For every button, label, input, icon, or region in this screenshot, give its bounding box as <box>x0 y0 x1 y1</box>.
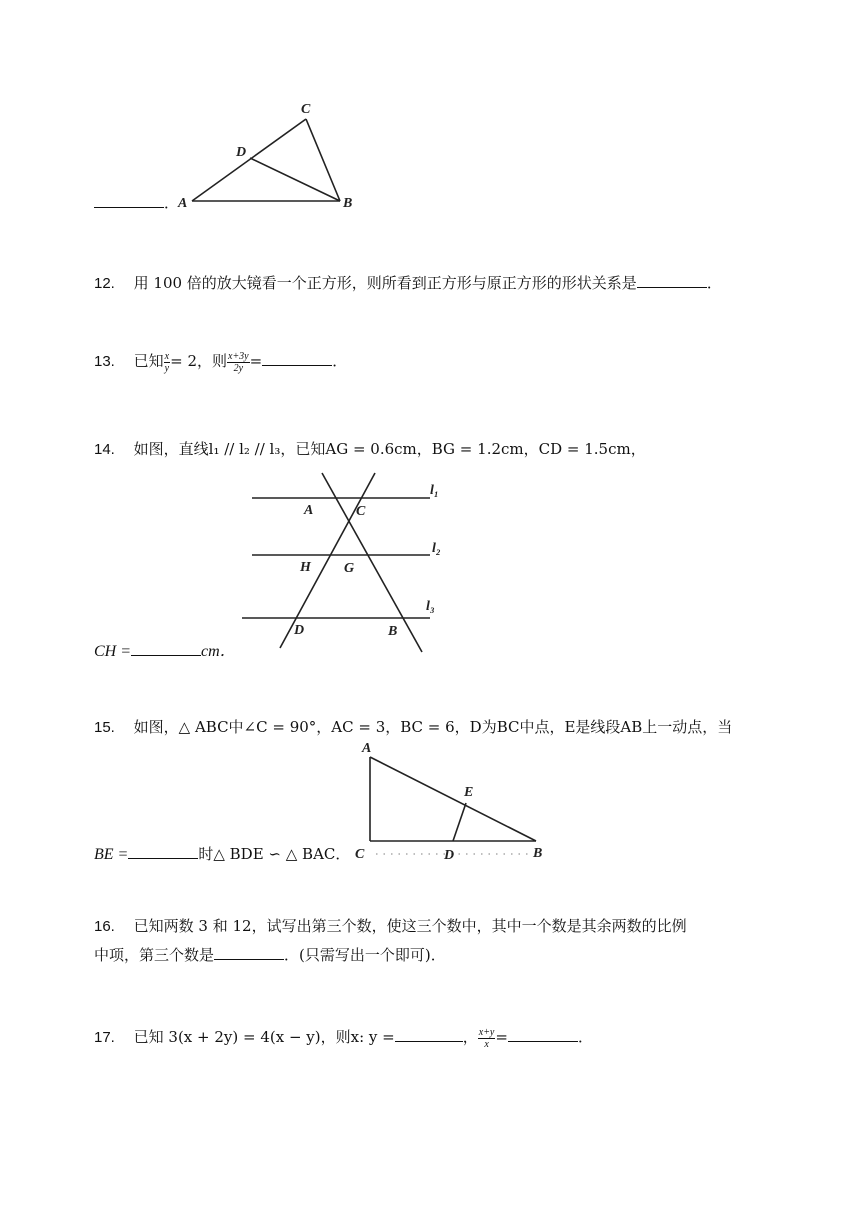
label-E: E <box>464 785 474 800</box>
question-tail: ． <box>577 1028 593 1046</box>
label-C: C <box>356 504 366 519</box>
label-B: B <box>388 624 398 639</box>
question-text: 用 100 倍的放大镜看一个正方形，则所看到正方形与原正方形的形状关系是 <box>133 274 637 292</box>
label-A: A <box>304 503 314 518</box>
line-CD <box>280 473 375 648</box>
label-D: D <box>444 848 455 863</box>
question-pre: 已知 3(x + 2y) = 4(x − y)，则x: y = <box>133 1028 395 1046</box>
question-17 <box>94 1026 593 1050</box>
question-eq1: = 2，则 <box>170 352 227 370</box>
question-pre: 已知 <box>133 352 164 370</box>
fraction-x-plus-y-over-x: $\frac{x+y}{x}$ <box>478 1026 495 1050</box>
answer-pre: BE = <box>94 846 129 863</box>
question-number: 14. <box>94 441 115 458</box>
question-number: 12. <box>94 275 115 292</box>
label-l3: l₃ <box>426 599 435 614</box>
question-number: 15. <box>94 719 115 736</box>
q15-answer-line <box>94 843 350 864</box>
segment-AC <box>192 119 306 201</box>
question-line2-pre: 中项，第三个数是 <box>94 946 215 964</box>
question-line2-post: ．(只需写出一个即可)． <box>284 946 446 964</box>
question-15 <box>94 716 732 737</box>
question-16 <box>94 915 687 936</box>
question-mid: ， <box>462 1028 478 1046</box>
answer-blank[interactable] <box>214 958 284 960</box>
answer-post: 时△ BDE ∽ △ BAC． <box>198 845 351 863</box>
question-number: 13. <box>94 353 115 370</box>
label-l2: l₂ <box>432 541 441 556</box>
question-text: 如图，△ ABC中∠C = 90°，AC = 3，BC = 6，D为BC中点，E是线段AB上一动点，当 <box>133 718 733 736</box>
question-eq2: = <box>249 352 263 370</box>
fraction-x-over-y: $\frac{x}{y}$ <box>164 350 170 374</box>
label-l1: l₁ <box>430 483 439 498</box>
label-D: D <box>294 623 305 638</box>
q14-answer-line <box>94 638 236 661</box>
question-number: 17. <box>94 1029 115 1046</box>
segment-DE <box>453 803 466 841</box>
answer-blank[interactable] <box>128 857 198 859</box>
answer-blank[interactable] <box>262 364 332 366</box>
label-B: B <box>343 196 353 211</box>
question-12 <box>94 272 722 293</box>
label-H: H <box>300 560 311 575</box>
label-A: A <box>362 741 372 756</box>
line-AB <box>322 473 422 652</box>
question-tail: ． <box>706 274 722 292</box>
segment-CB <box>306 119 340 201</box>
q11-triangle-figure <box>170 95 370 220</box>
answer-blank-fraction[interactable] <box>508 1040 578 1042</box>
question-eq: = <box>495 1028 508 1046</box>
label-C: C <box>301 102 311 117</box>
label-D: D <box>236 145 247 160</box>
question-text: 如图，直线l₁ // l₂ // l₃，已知AG = 0.6cm，BG = 1.2cm，CD = 1.5cm， <box>133 440 646 458</box>
segment-AB <box>370 757 536 841</box>
answer-blank[interactable] <box>637 286 707 288</box>
answer-post: cm． <box>201 643 236 660</box>
question-14 <box>94 438 646 459</box>
q11-answer-line <box>94 192 179 213</box>
question-16-line2 <box>94 944 446 965</box>
question-line1: 已知两数 3 和 12，试写出第三个数，使这三个数中，其中一个数是其余两数的比例 <box>133 917 687 935</box>
question-number: 16. <box>94 918 115 935</box>
label-A: A <box>178 196 188 211</box>
answer-blank[interactable] <box>131 654 201 656</box>
q14-parallel-lines-figure <box>238 468 458 658</box>
question-tail: ． <box>332 352 348 370</box>
question-13 <box>94 350 347 374</box>
segment-DB <box>250 158 340 201</box>
q15-right-triangle-figure <box>352 735 557 865</box>
answer-blank[interactable] <box>94 206 164 208</box>
answer-pre: CH = <box>94 643 132 660</box>
label-G: G <box>344 561 355 576</box>
fraction-expression: $\frac{x+3y}{2y}$ <box>228 350 249 374</box>
label-B: B <box>533 846 543 861</box>
label-C: C <box>355 847 365 862</box>
answer-blank-ratio[interactable] <box>395 1040 463 1042</box>
q11-tail: ． <box>164 194 180 212</box>
